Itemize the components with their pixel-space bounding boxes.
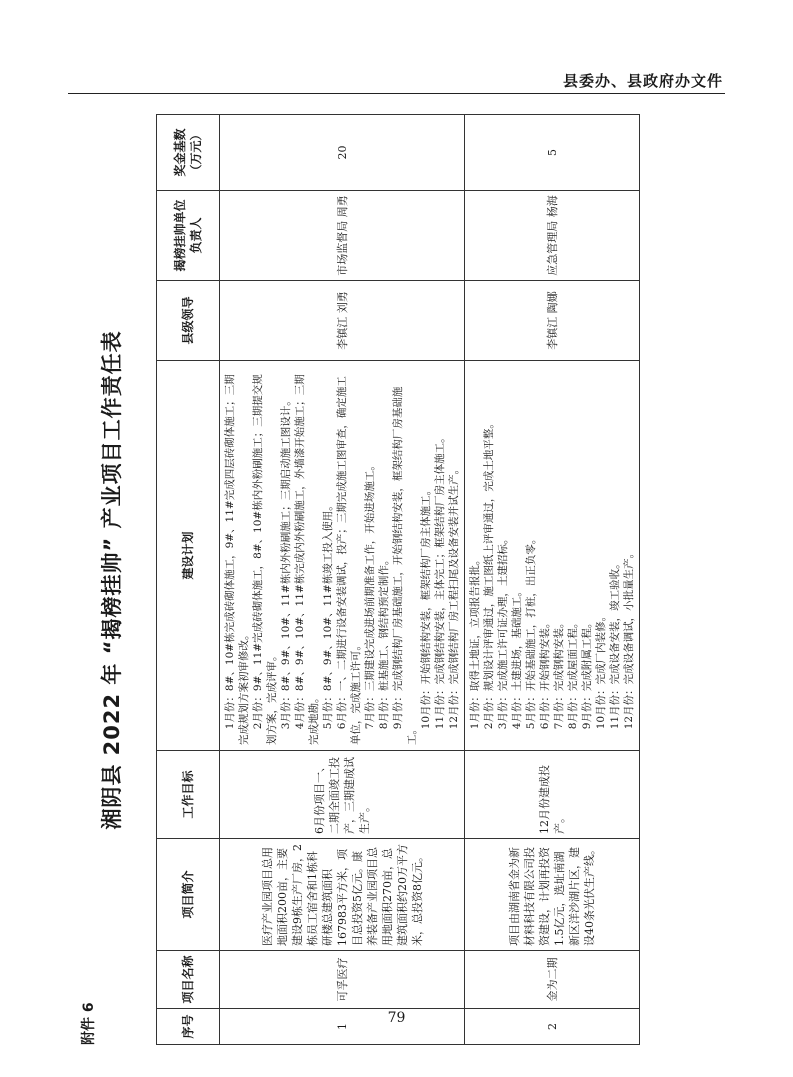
col-intro: 项目简介: [157, 839, 220, 951]
col-name: 项目名称: [157, 951, 220, 1009]
row1-intro: 医疗产业园项目总用地面积200亩，主要建设9栋生产厂房，2栋员工宿舍和1栋科研楼总建筑面积167983平方米，项目总投资5亿元。康养装备产业园项目总用地面积270亩，总建筑面积约20万平方米，总投资8亿元。: [220, 839, 465, 951]
row2-goal: 12月份建成投产。: [465, 751, 640, 839]
col-plan: 建设计划: [157, 361, 220, 751]
plan-line: 6月份：开始钢构安装。: [539, 617, 551, 730]
page-header: [0, 0, 793, 100]
row1-unit: 市场监督局 周勇: [220, 191, 465, 281]
header-title: 县委办、县政府办文件: [562, 72, 723, 90]
page-number: 79: [387, 1010, 406, 1026]
table-row: [220, 115, 465, 1045]
header-rule: [68, 93, 725, 94]
plan-line: 8月份：桩基施工、钢结构预定制作。: [378, 554, 390, 730]
plan-line: 10月份：完成厂内装修。: [595, 610, 607, 730]
plan-line: 9月份：完成附属工程。: [581, 617, 593, 730]
row1-fund: 20: [220, 115, 465, 191]
rotated-table-page: [78, 115, 698, 1045]
responsibility-table: [156, 114, 640, 1045]
table-row: [465, 115, 640, 1045]
plan-line: 1月份：取得土地证，立项报告报批。: [469, 554, 481, 730]
row2-fund: 5: [465, 115, 640, 191]
col-leader: 县级领导: [157, 281, 220, 361]
plan-line: 9月份：完成钢结构厂房基础施工，开始钢结构安装，框架结构厂房基础施工。: [392, 386, 418, 745]
plan-line: 12月份：完成设备调试，小批量生产。: [623, 547, 635, 730]
attachment-label: 附件 6: [81, 1002, 97, 1045]
row2-unit: 应急管理局 杨海: [465, 191, 640, 281]
plan-line: 3月份：完成施工许可证办理，土建招标。: [497, 533, 509, 730]
row2-intro: 项目由湖南省金为新材料科技有限公司投资建设，计划再投资1.5亿元，选址南湖新区洋沙湖片区，建设40条光伏生产线。: [465, 839, 640, 951]
plan-line: 1月份：8#、10#栋完成砖砌体施工，9#、11#完成四层砖砌体施工；三期完成规划方案初审修改。: [224, 374, 250, 745]
col-unit: 揭榜挂帅单位负责人: [157, 191, 220, 281]
plan-line: 4月份：土建进场，基础施工。: [511, 586, 523, 730]
plan-line: 11月份：完成钢结构安装，主体完工；框架结构厂房主体施工。: [434, 432, 446, 730]
plan-line: 12月份：完成钢结构厂房工程扫尾及设备安装并试生产。: [448, 463, 460, 730]
row1-name: 可孚医疗: [220, 951, 465, 1009]
plan-line: 4月份：8#、9#、10#、11#栋完成内外粉刷施工，外墙漆开始施工；三期完成地勘。: [294, 374, 320, 745]
table-header-row: [157, 115, 220, 1045]
plan-line: 7月份：完成钢构安装。: [553, 617, 565, 730]
row2-name: 金为二期: [465, 951, 640, 1009]
row2-seq: 2: [465, 1009, 640, 1045]
plan-line: 3月份：8#、9#、10#、11#栋内外粉刷施工；三期启动施工图设计。: [280, 395, 292, 730]
plan-line: 10月份：开始钢结构安装，框架结构厂房主体施工。: [420, 484, 432, 730]
row1-leader: 李镇江 刘勇: [220, 281, 465, 361]
row2-plan: [465, 361, 640, 751]
col-seq: 序号: [157, 1009, 220, 1045]
plan-line: 7月份：三期建设完成进场前期准备工作，开始进场施工。: [364, 460, 376, 730]
row1-plan: [220, 361, 465, 751]
plan-line: 11月份：完成设备安装，竣工验收。: [609, 558, 621, 730]
col-fund: 奖金基数（万元）: [157, 115, 220, 191]
row1-seq: 1: [220, 1009, 465, 1045]
plan-line: 5月份：8#、9#、10#、11#栋竣工投入使用。: [322, 500, 334, 730]
document-title: 湘阴县 2022 年 “揭榜挂帅” 产业项目工作责任表: [100, 330, 124, 830]
plan-line: 6月份：一、二期进行设备安装调试，投产；三期完成施工图审查，确定施工单位，完成施工许可。: [336, 376, 362, 745]
plan-line: 5月份：开始基础施工，打桩，出正负零。: [525, 533, 537, 730]
row2-leader: 李镇江 陶娜: [465, 281, 640, 361]
plan-line: 2月份：9#、11#完成砖砌体施工，8#、10#栋内外粉刷施工；三期提交规划方案，完成评审。: [252, 374, 278, 745]
plan-line: 2月份：规划设计评审通过，施工图纸上评审通过，完成土地平整。: [483, 418, 495, 730]
row1-goal: 6月份项目一、二期全面竣工投产，三期建成试生产。: [220, 751, 465, 839]
col-goal: 工作目标: [157, 751, 220, 839]
plan-line: 8月份：完成屋面工程。: [567, 617, 579, 730]
